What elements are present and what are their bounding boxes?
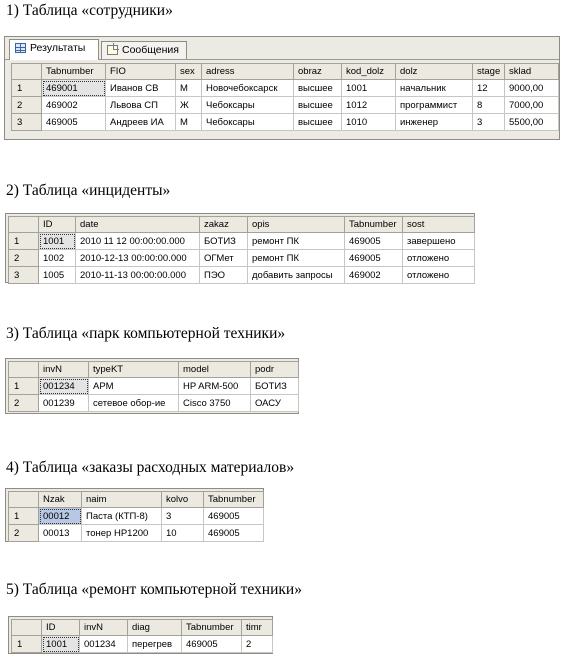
header-row xyxy=(12,620,273,636)
computer-park-table xyxy=(8,361,299,412)
table-cell[interactable]: высшее xyxy=(294,80,342,97)
corner-cell[interactable] xyxy=(9,217,39,233)
table-cell[interactable]: тонер HP1200 xyxy=(82,525,162,542)
messages-icon xyxy=(107,45,118,55)
column-header[interactable]: stage xyxy=(473,64,505,80)
row-number[interactable]: 3 xyxy=(12,114,42,131)
table-cell[interactable]: М xyxy=(176,114,202,131)
tab-results-label: Результаты xyxy=(30,42,86,54)
column-header[interactable]: Tabnumber xyxy=(204,492,264,508)
table-cell[interactable]: 7000,00 xyxy=(505,97,559,114)
table-cell[interactable]: 2010 11 12 00:00:00.000 xyxy=(76,233,200,250)
repairs-table xyxy=(11,619,273,653)
table-cell[interactable]: 1005 xyxy=(39,267,76,284)
table-cell[interactable]: 001234 xyxy=(39,378,89,395)
column-header[interactable]: FIO xyxy=(106,64,176,80)
table-cell[interactable]: БОТИЗ xyxy=(251,378,299,395)
tab-messages-label: Сообщения xyxy=(122,44,179,56)
row-number[interactable]: 1 xyxy=(9,508,39,525)
column-header[interactable]: sklad xyxy=(505,64,559,80)
column-header[interactable]: Nzak xyxy=(39,492,82,508)
row-number[interactable]: 1 xyxy=(12,80,42,97)
table-row[interactable] xyxy=(9,395,299,412)
column-header[interactable]: invN xyxy=(39,362,89,378)
row-number[interactable]: 2 xyxy=(9,395,39,412)
table-cell[interactable]: 469005 xyxy=(182,636,242,653)
row-number[interactable]: 1 xyxy=(9,233,39,250)
table-cell[interactable]: отложено xyxy=(403,250,475,267)
results-panel-employees xyxy=(4,36,560,140)
table-row[interactable] xyxy=(9,508,264,525)
column-header[interactable]: Tabnumber xyxy=(42,64,106,80)
header-row xyxy=(9,362,299,378)
table-cell[interactable]: 10 xyxy=(162,525,204,542)
column-header[interactable]: podr xyxy=(251,362,299,378)
row-number[interactable]: 1 xyxy=(12,636,42,653)
corner-cell[interactable] xyxy=(12,64,42,80)
table-cell[interactable]: Иванов СВ xyxy=(106,80,176,97)
computer-park-grid xyxy=(5,358,299,414)
employees-table xyxy=(11,63,559,131)
table-cell[interactable]: 469002 xyxy=(42,97,106,114)
table-cell[interactable]: 9000,00 xyxy=(505,80,559,97)
table-cell[interactable]: высшее xyxy=(294,114,342,131)
incidents-grid xyxy=(5,213,475,283)
header-row xyxy=(9,217,475,233)
table-cell[interactable]: 1001 xyxy=(42,636,80,653)
column-header[interactable]: sost xyxy=(403,217,475,233)
table-cell[interactable]: высшее xyxy=(294,97,342,114)
incidents-table xyxy=(8,216,475,284)
table-cell[interactable]: Чебоксары xyxy=(202,114,294,131)
table-cell[interactable]: 2010-12-13 00:00:00.000 xyxy=(76,250,200,267)
column-header[interactable]: obraz xyxy=(294,64,342,80)
table-cell[interactable]: 8 xyxy=(473,97,505,114)
heading-computer-park: 3) Таблица «парк компьютерной техники» xyxy=(6,325,286,342)
table-cell[interactable]: перегрев xyxy=(128,636,182,653)
column-header[interactable]: typeKT xyxy=(89,362,179,378)
heading-incidents: 2) Таблица «инциденты» xyxy=(6,182,171,199)
table-cell[interactable]: 469005 xyxy=(345,250,403,267)
column-header[interactable]: ID xyxy=(42,620,80,636)
table-cell[interactable]: HP ARM-500 xyxy=(179,378,251,395)
table-cell[interactable]: 5500,00 xyxy=(505,114,559,131)
table-cell[interactable]: добавить запросы xyxy=(248,267,345,284)
header-row xyxy=(12,64,559,80)
table-row[interactable] xyxy=(9,267,475,284)
column-header[interactable]: naim xyxy=(82,492,162,508)
table-cell[interactable]: Cisco 3750 xyxy=(179,395,251,412)
table-cell[interactable]: Андреев ИА xyxy=(106,114,176,131)
table-cell[interactable]: 469002 xyxy=(345,267,403,284)
column-header[interactable]: zakaz xyxy=(200,217,248,233)
table-row[interactable] xyxy=(12,114,559,131)
table-cell[interactable]: ремонт ПК xyxy=(248,233,345,250)
row-number[interactable]: 2 xyxy=(9,250,39,267)
row-number[interactable]: 3 xyxy=(9,267,39,284)
tab-messages[interactable] xyxy=(101,41,187,59)
table-cell[interactable]: 00013 xyxy=(39,525,82,542)
repairs-grid xyxy=(8,616,273,654)
corner-cell[interactable] xyxy=(12,620,42,636)
table-cell[interactable]: 001239 xyxy=(39,395,89,412)
table-cell[interactable]: Новочебоксарск xyxy=(202,80,294,97)
column-header[interactable]: adress xyxy=(202,64,294,80)
table-cell[interactable]: М xyxy=(176,80,202,97)
table-cell[interactable]: ремонт ПК xyxy=(248,250,345,267)
table-cell[interactable]: 12 xyxy=(473,80,505,97)
table-cell[interactable]: программист xyxy=(396,97,473,114)
column-header[interactable]: date xyxy=(76,217,200,233)
table-row[interactable] xyxy=(9,525,264,542)
table-row[interactable] xyxy=(12,80,559,97)
corner-cell[interactable] xyxy=(9,362,39,378)
row-number[interactable]: 2 xyxy=(9,525,39,542)
table-row[interactable] xyxy=(9,378,299,395)
table-cell[interactable]: Львова СП xyxy=(106,97,176,114)
tab-results[interactable] xyxy=(9,39,99,60)
table-cell[interactable]: ОГМет xyxy=(200,250,248,267)
row-number[interactable]: 2 xyxy=(12,97,42,114)
column-header[interactable]: timr xyxy=(242,620,273,636)
table-cell[interactable]: Чебоксары xyxy=(202,97,294,114)
table-cell[interactable]: 469005 xyxy=(204,525,264,542)
table-cell[interactable]: 1001 xyxy=(39,233,76,250)
header-row xyxy=(9,492,264,508)
table-cell[interactable]: сетевое обор-ие xyxy=(89,395,179,412)
column-header[interactable]: kolvo xyxy=(162,492,204,508)
table-cell[interactable]: БОТИЗ xyxy=(200,233,248,250)
column-header[interactable]: dolz xyxy=(396,64,473,80)
table-cell[interactable]: 00012 xyxy=(39,508,82,525)
table-row[interactable] xyxy=(9,250,475,267)
table-cell[interactable]: 1002 xyxy=(39,250,76,267)
column-header[interactable]: invN xyxy=(80,620,128,636)
table-cell[interactable]: 1012 xyxy=(342,97,396,114)
heading-repairs: 5) Таблица «ремонт компьютерной техники» xyxy=(6,581,302,598)
column-header[interactable]: ID xyxy=(39,217,76,233)
table-cell[interactable]: завершено xyxy=(403,233,475,250)
table-cell[interactable]: ПЭО xyxy=(200,267,248,284)
heading-employees: 1) Таблица «сотрудники» xyxy=(6,2,173,19)
table-cell[interactable]: 2 xyxy=(242,636,273,653)
column-header[interactable]: opis xyxy=(248,217,345,233)
heading-supply-orders: 4) Таблица «заказы расходных материалов» xyxy=(6,459,295,476)
table-cell[interactable]: начальник xyxy=(396,80,473,97)
table-cell[interactable]: АРМ xyxy=(89,378,179,395)
table-cell[interactable]: 469005 xyxy=(42,114,106,131)
column-header[interactable]: model xyxy=(179,362,251,378)
supply-orders-grid xyxy=(5,488,264,542)
table-row[interactable] xyxy=(12,97,559,114)
table-cell[interactable]: 1010 xyxy=(342,114,396,131)
table-cell[interactable]: 2010-11-13 00:00:00.000 xyxy=(76,267,200,284)
table-cell[interactable]: 3 xyxy=(473,114,505,131)
table-cell[interactable]: Паста (КТП-8) xyxy=(82,508,162,525)
corner-cell[interactable] xyxy=(9,492,39,508)
table-cell[interactable]: инженер xyxy=(396,114,473,131)
table-cell[interactable]: 469001 xyxy=(42,80,106,97)
table-cell[interactable]: 3 xyxy=(162,508,204,525)
result-tabbar xyxy=(5,37,559,60)
column-header[interactable]: Tabnumber xyxy=(182,620,242,636)
table-cell[interactable]: 469005 xyxy=(345,233,403,250)
table-row[interactable] xyxy=(9,233,475,250)
table-row[interactable] xyxy=(12,636,273,653)
row-number[interactable]: 1 xyxy=(9,378,39,395)
grid-icon xyxy=(15,43,26,53)
table-cell[interactable]: 1001 xyxy=(342,80,396,97)
table-cell[interactable]: 469005 xyxy=(204,508,264,525)
table-cell[interactable]: 001234 xyxy=(80,636,128,653)
table-cell[interactable]: Ж xyxy=(176,97,202,114)
column-header[interactable]: sex xyxy=(176,64,202,80)
table-cell[interactable]: ОАСУ xyxy=(251,395,299,412)
column-header[interactable]: kod_dolz xyxy=(342,64,396,80)
supply-orders-table xyxy=(8,491,264,542)
column-header[interactable]: Tabnumber xyxy=(345,217,403,233)
table-cell[interactable]: отложено xyxy=(403,267,475,284)
column-header[interactable]: diag xyxy=(128,620,182,636)
